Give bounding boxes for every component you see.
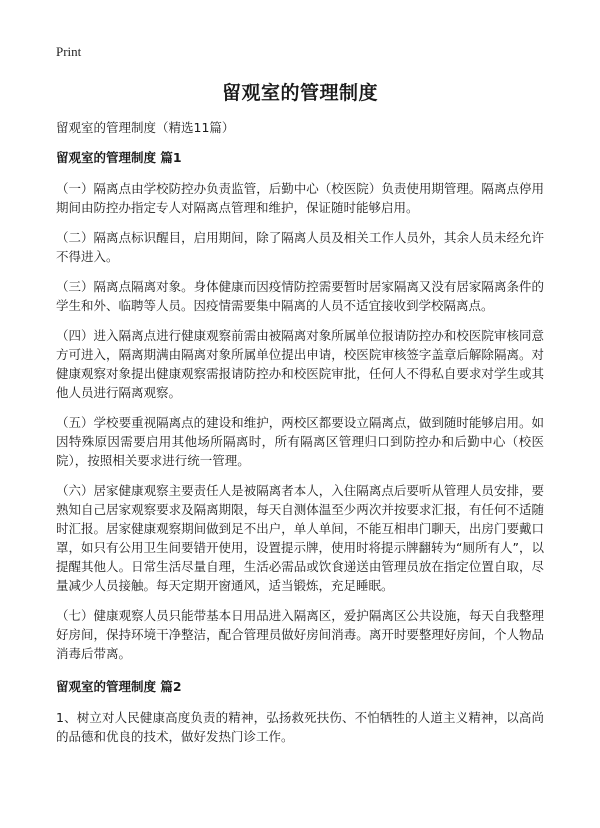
document-subtitle: 留观室的管理制度（精选11篇） (56, 120, 235, 135)
paragraph: （三）隔离点隔离对象。身体健康而因疫情防控需要暂时居家隔离又没有居家隔离条件的学生和外、临聘等人员。因疫情需要集中隔离的人员不适宜接收到学校隔离点。 (56, 279, 544, 313)
section-1 (56, 150, 544, 663)
paragraph: （六）居家健康观察主要责任人是被隔离者本人，入住隔离点后要听从管理人员安排，要熟知自己居家观察要求及隔离期限，每天自测体温至少两次并按要求汇报，有任何不适随时汇报。居家健康观察期间做到足不出户，单人单间，不能互相串门聊天，出房门要戴口罩，如只有公用卫生间要错开使用，设置提示牌，使用时将提示牌翻转为“厕所有人”，以提醒其他人。日常生活尽量自理，生活必需品或饮食递送由管理员放在指定位置自取，尽量减少人员接触。每天定期开窗通风，适当锻炼，充足睡眠。 (56, 483, 544, 593)
paragraph: （一）隔离点由学校防控办负责监管，后勤中心（校医院）负责使用期管理。隔离点停用期间由防控办指定专人对隔离点管理和维护，保证随时能够启用。 (56, 181, 544, 215)
print-link[interactable]: Print (56, 44, 82, 59)
section-heading: 留观室的管理制度 篇2 (56, 679, 182, 694)
section-heading: 留观室的管理制度 篇1 (56, 150, 182, 165)
paragraph: （七）健康观察人员只能带基本日用品进入隔离区，爱护隔离区公共设施，每天自我整理好房间，保持环境干净整洁，配合管理员做好房间消毒。离开时要整理好房间，个人物品消毒后带离。 (56, 608, 544, 661)
paragraph: （五）学校要重视隔离点的建设和维护，两校区都要设立隔离点，做到随时能够启用。如因特殊原因需要启用其他场所隔离时，所有隔离区管理归口到防控办和后勤中心（校医院），按照相关要求进行统一管理。 (56, 415, 544, 468)
paragraph: （四）进入隔离点进行健康观察前需由被隔离对象所属单位报请防控办和校医院审核同意方可进入，隔离期满由隔离对象所属单位提出申请，校医院审核签字盖章后解除隔离。对健康观察对象提出健康观察需报请防控办和校医院审批，任何人不得私自要求对学生或其他人员进行隔离观察。 (56, 328, 544, 400)
paragraph: 1、树立对人民健康高度负责的精神，弘扬救死扶伤、不怕牺牲的人道主义精神，以高尚的品德和优良的技术，做好发热门诊工作。 (56, 710, 544, 744)
page-title: 留观室的管理制度 (221, 82, 378, 104)
section-2 (56, 679, 544, 746)
document-body (56, 120, 544, 757)
paragraph: （二）隔离点标识醒目，启用期间，除了隔离人员及相关工作人员外，其余人员未经允许不得进入。 (56, 230, 544, 264)
